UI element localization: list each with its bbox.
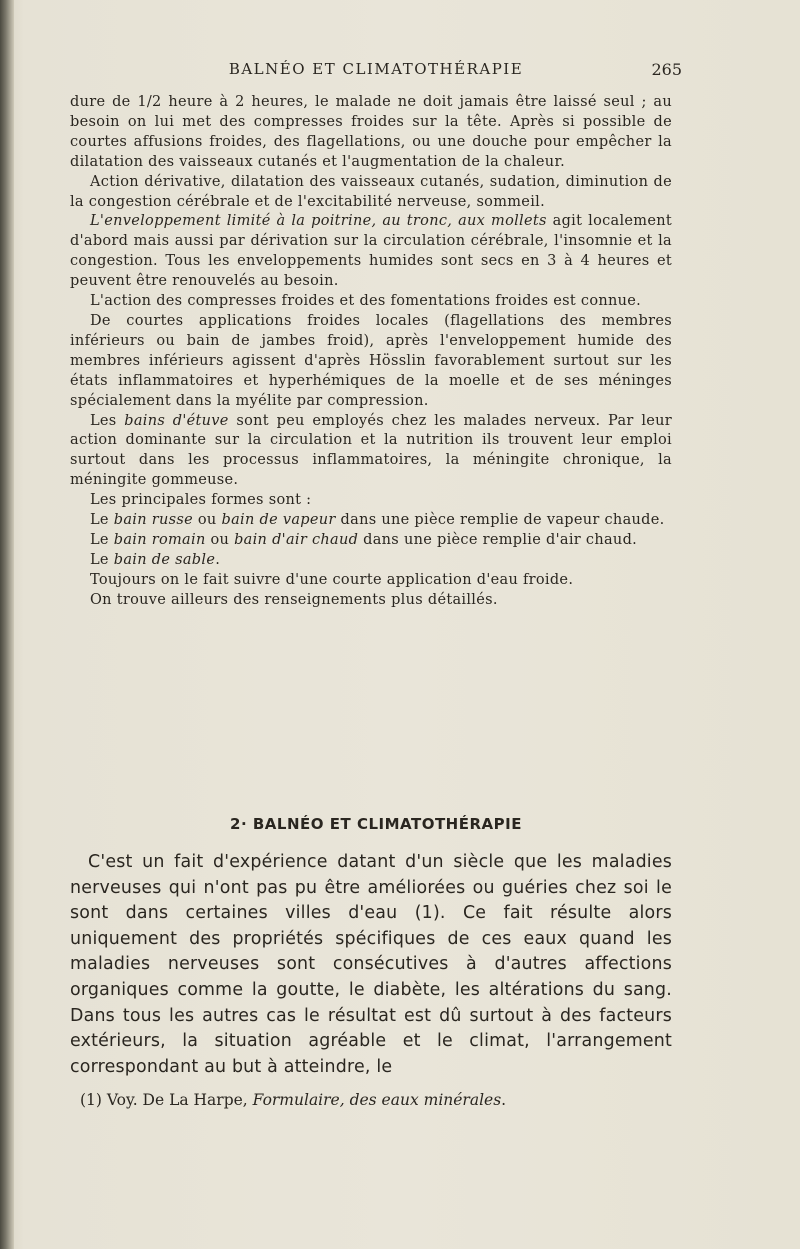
body-text bbox=[70, 93, 672, 611]
section-heading: 2· BALNÉO ET CLIMATOTHÉRAPIE bbox=[230, 815, 522, 833]
paragraph-10-italic: bain de sable bbox=[113, 551, 216, 568]
paragraph-1: dure de 1/2 heure à 2 heures, le malade ne doit jamais être laissé seul ; au besoin on lui met des compresses froides sur la tête. Après si possible de courtes affusions froides, des flagellations, ou une douche pour empêcher la dilatation des vaisseaux cutanés et l'augmentation de la chaleur. bbox=[70, 94, 672, 170]
paragraph-10-lead: Le bbox=[90, 551, 114, 568]
paragraph-6-italic: bains d'étuve bbox=[124, 412, 229, 429]
paragraph-9 bbox=[70, 531, 672, 551]
book-binding-edge bbox=[0, 0, 14, 1249]
paragraph-9-italic-b: bain d'air chaud bbox=[234, 531, 359, 548]
paragraph-6 bbox=[70, 412, 672, 492]
paragraph-9-rest: dans une pièce remplie d'air chaud. bbox=[358, 531, 638, 548]
paragraph-8-lead: Le bbox=[90, 512, 114, 529]
paragraph-8-mid: ou bbox=[192, 512, 222, 529]
paragraph-8 bbox=[70, 511, 672, 531]
paragraph-3-rest: agit localement d'abord mais aussi par dérivation sur la circulation cérébrale, l'insomnie et la congestion. Tous les enveloppements humides sont secs en 3 à 4 heures et peuvent être renouvelés au besoin. bbox=[70, 213, 673, 290]
paragraph-6-rest: sont peu employés chez les malades nerveux. Par leur action dominante sur la circulation et la nutrition ils trouvent leur emploi surtout dans les processus inflammatoires, la méningite chronique, la méningite gommeuse. bbox=[70, 412, 673, 489]
paragraph-2: Action dérivative, dilatation des vaisseaux cutanés, sudation, diminution de la congestion cérébrale et de l'excitabilité nerveuse, sommeil. bbox=[70, 173, 672, 210]
paragraph-9-italic-a: bain romain bbox=[113, 531, 206, 548]
page-number: 265 bbox=[651, 60, 682, 79]
footnote-text-end: . bbox=[501, 1091, 507, 1109]
paragraph-9-lead: Le bbox=[90, 531, 114, 548]
paragraph-10-rest: . bbox=[215, 551, 221, 568]
paragraph-12: On trouve ailleurs des renseignements plus détaillés. bbox=[90, 591, 498, 608]
footnote-text-lead: Voy. De La Harpe, bbox=[101, 1091, 253, 1109]
paragraph-7: Les principales formes sont : bbox=[90, 492, 312, 509]
footnote-marker: (1) bbox=[80, 1091, 102, 1109]
paragraph-11: Toujours on le fait suivre d'une courte application d'eau froide. bbox=[90, 571, 574, 588]
paragraph-8-italic-a: bain russe bbox=[113, 512, 193, 529]
footnote-line bbox=[80, 1091, 506, 1109]
running-head bbox=[70, 60, 682, 84]
paragraph-8-italic-b: bain de vapeur bbox=[221, 512, 336, 529]
paragraph-6-lead: Les bbox=[90, 412, 125, 429]
paragraph-3 bbox=[70, 212, 672, 292]
section-paragraph: C'est un fait d'expérience datant d'un siècle que les maladies nerveuses qui n'ont pas pu être améliorées ou guéries chez soi le sont dans certaines villes d'eau (1). Ce fait résulte alors uniquement des propriétés spécifiques de ces eaux quand les maladies nerveuses sont consécutives à d'autres affections organiques comme la goutte, le diabète, les altérations du sang. Dans tous les autres cas le résultat est dû surtout à des facteurs extérieurs, la situation agréable et le climat, l'arrangement correspondant au but à atteindre, le bbox=[70, 852, 672, 1077]
section-body bbox=[70, 850, 672, 1080]
paragraph-4: L'action des compresses froides et des fomentations froides est connue. bbox=[90, 293, 642, 310]
paragraph-5: De courtes applications froides locales (flagellations des membres inférieurs ou bain de jambes froid), après l'enveloppement humide des membres inférieurs agissent d'après Hösslin favorablement surtout sur les états inflammatoires et hyperhémiques de la moelle et de ses méninges spécialement dans la myélite par compression. bbox=[70, 312, 672, 409]
running-title: BALNÉO ET CLIMATOTHÉRAPIE bbox=[228, 60, 524, 78]
paragraph-8-rest: dans une pièce remplie de vapeur chaude. bbox=[335, 512, 665, 529]
paragraph-10 bbox=[70, 551, 672, 571]
footnote-text-italic: Formulaire, des eaux minérales bbox=[252, 1091, 502, 1109]
paragraph-3-italic: L'enveloppement limité à la poitrine, au tronc, aux mollets bbox=[90, 213, 547, 230]
paragraph-9-mid: ou bbox=[205, 531, 235, 548]
